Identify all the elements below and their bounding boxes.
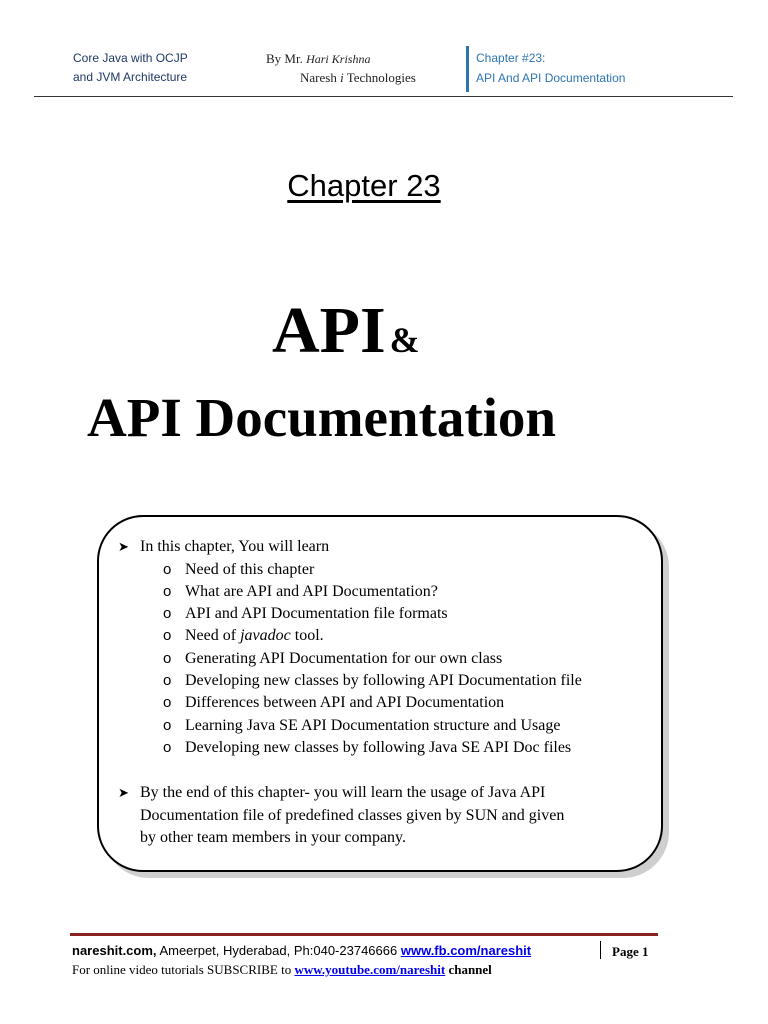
header-course-line2: and JVM Architecture xyxy=(73,70,188,84)
learn-item xyxy=(163,737,571,759)
learn-outcome-line3: by other team members in your company. xyxy=(140,829,406,846)
header-chapter-topic: API And API Documentation xyxy=(476,71,626,85)
page-chapter-heading: Chapter 23 xyxy=(287,168,441,203)
learn-item-text: Differences between API and API Documentation xyxy=(185,694,505,711)
learn-outcome-line1: By the end of this chapter- you will learn the usage of Java API xyxy=(140,784,546,801)
learn-item xyxy=(163,692,504,714)
learn-item xyxy=(163,670,582,692)
learn-item xyxy=(163,559,314,581)
header-company-i: i xyxy=(340,70,344,85)
learn-item-text: Learning Java SE API Documentation structure and Usage xyxy=(185,717,561,734)
javadoc-tool: javadoc xyxy=(240,627,291,644)
header-author: Hari Krishna xyxy=(306,52,371,66)
arrow-bullet-icon: ➤ xyxy=(118,540,129,555)
learn-item-text: API and API Documentation file formats xyxy=(185,605,448,622)
footer-line1 xyxy=(72,943,531,959)
header-course-line1: Core Java with OCJP xyxy=(73,51,188,65)
page-title-line1 xyxy=(272,293,420,369)
footer-page-number: Page 1 xyxy=(612,944,649,959)
circle-bullet-icon: o xyxy=(163,694,172,711)
learn-intro xyxy=(118,536,329,559)
learn-item-text: What are API and API Documentation? xyxy=(185,583,438,600)
header-company-suffix: Technologies xyxy=(346,70,416,85)
header-author-line xyxy=(266,50,370,68)
learn-item xyxy=(163,715,560,737)
learn-item-text: Developing new classes by following Java SE API Doc files xyxy=(185,739,572,756)
circle-bullet-icon: o xyxy=(163,650,172,667)
header-divider xyxy=(34,96,733,97)
learn-item-text: Developing new classes by following API Documentation file xyxy=(185,672,582,689)
header-chapter-label: Chapter #23: xyxy=(476,51,546,65)
learn-outcome-line2: Documentation file of predefined classes given by SUN and given xyxy=(140,807,565,824)
learn-intro-text: In this chapter, You will learn xyxy=(140,538,330,555)
arrow-bullet-icon: ➤ xyxy=(118,786,129,801)
circle-bullet-icon: o xyxy=(163,627,172,644)
javadoc-suffix: tool. xyxy=(294,627,324,644)
footer-youtube-link[interactable]: www.youtube.com/nareshit xyxy=(294,962,446,977)
page-title-line2: API Documentation xyxy=(87,387,557,448)
learn-item-text: Need of this chapter xyxy=(185,561,315,578)
header-accent-bar xyxy=(466,46,469,92)
footer-line2 xyxy=(72,962,492,978)
learn-item-text: Generating API Documentation for our own class xyxy=(185,650,503,667)
footer-fb-link[interactable]: www.fb.com/nareshit xyxy=(400,943,532,958)
circle-bullet-icon: o xyxy=(163,717,172,734)
header-by-prefix: By Mr. xyxy=(266,51,303,66)
circle-bullet-icon: o xyxy=(163,739,172,756)
circle-bullet-icon: o xyxy=(163,605,172,622)
javadoc-prefix: Need of xyxy=(185,627,237,644)
circle-bullet-icon: o xyxy=(163,583,172,600)
footer-subscribe-suffix: channel xyxy=(448,962,492,977)
learn-item-javadoc xyxy=(163,625,324,647)
footer-address: Ameerpet, Hyderabad, Ph:040-23746666 xyxy=(159,943,398,958)
title-ampersand: & xyxy=(389,320,420,360)
header-company-prefix: Naresh xyxy=(300,70,337,85)
learn-item xyxy=(163,603,448,625)
header-company-line xyxy=(300,69,416,86)
learn-item xyxy=(163,648,502,670)
title-api: API xyxy=(272,294,386,367)
footer-rule xyxy=(70,933,658,936)
learn-item xyxy=(163,581,438,603)
circle-bullet-icon: o xyxy=(163,561,172,578)
circle-bullet-icon: o xyxy=(163,672,172,689)
footer-page-divider xyxy=(600,941,601,959)
learn-outcome xyxy=(118,782,545,805)
footer-subscribe-prefix: For online video tutorials SUBSCRIBE to xyxy=(72,962,292,977)
footer-site: nareshit.com, xyxy=(72,943,157,958)
